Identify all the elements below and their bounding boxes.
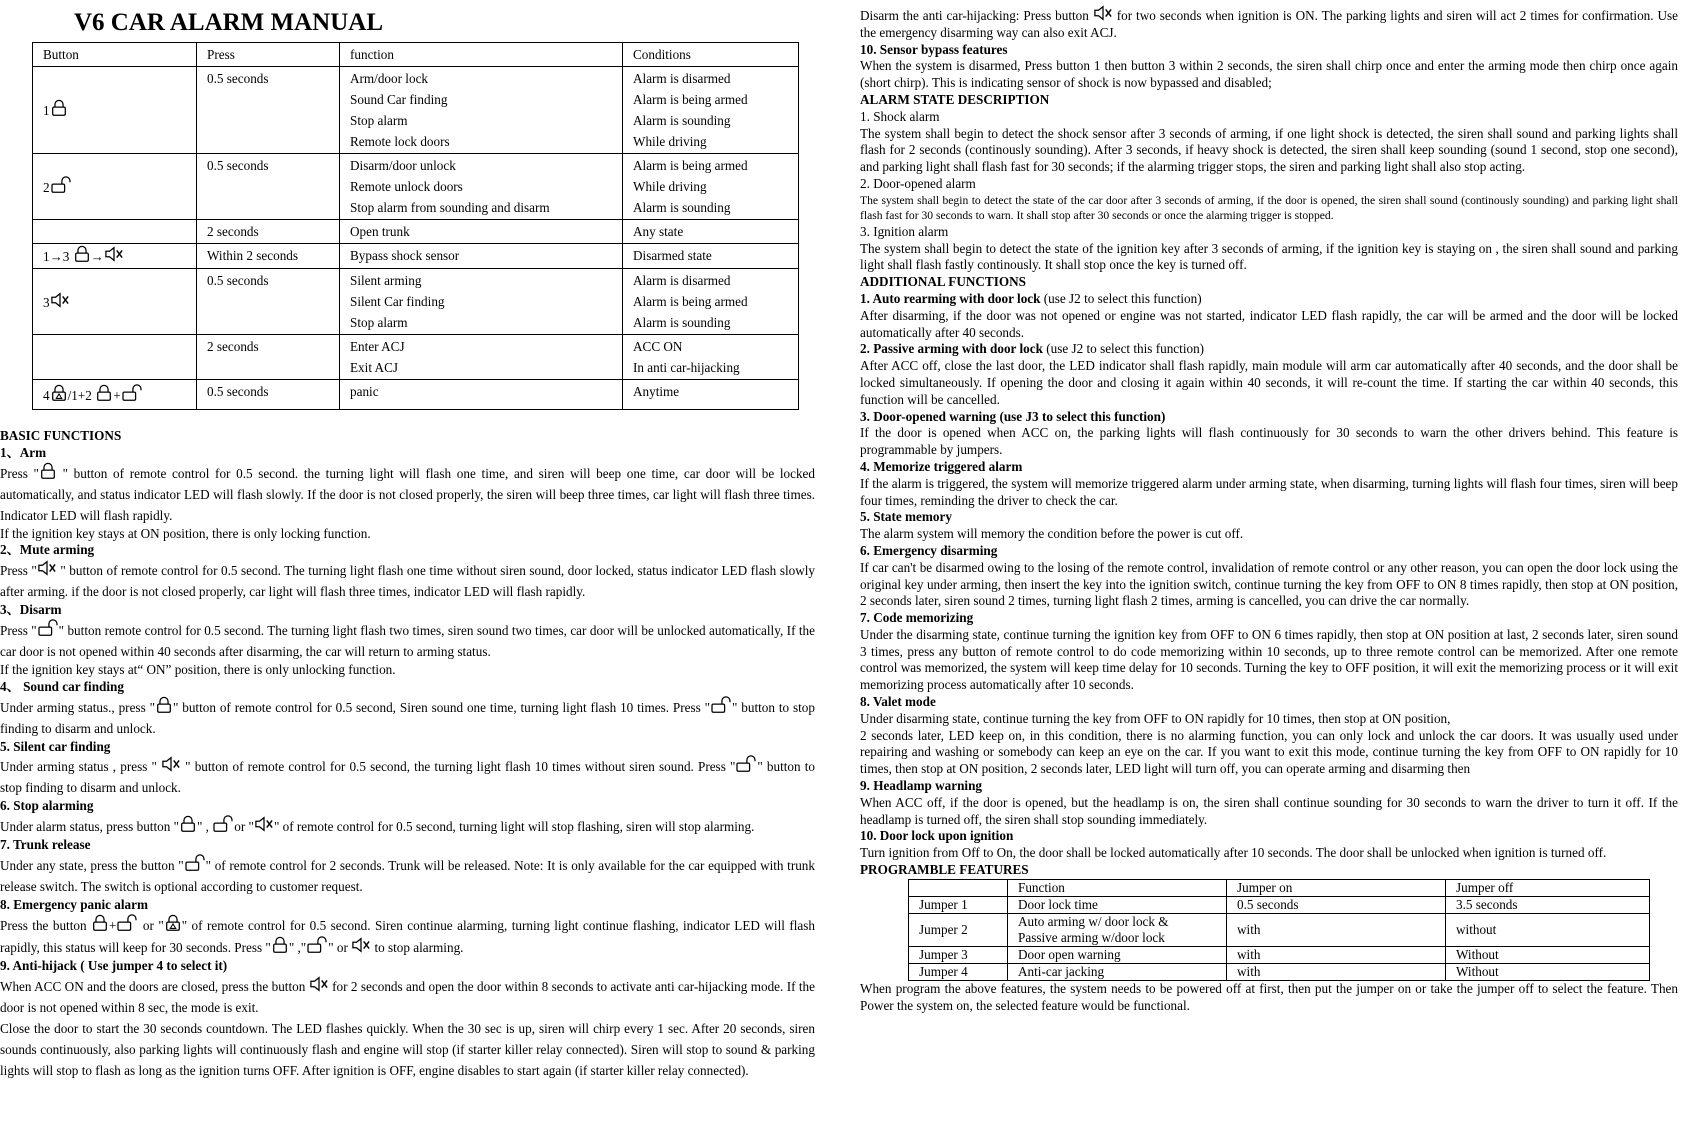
lock-icon: [91, 914, 109, 932]
button-cell: 4 /1+2 +: [33, 380, 197, 410]
shock-text: The system shall begin to detect the shock sensor after 3 seconds of arming, if one light shock is detected, the siren shall sound and parking lights shall flash for 2 seconds (continously sounding). After 3 seconds, if heavy shock is detected, the siren shall keep sounding (sound 1 second, stop one second), and parking light shall flash fast for 30 seconds; if the alarming trigger stops, the siren and parking light shall also stop acting.: [860, 125, 1678, 175]
function-cell: Arm/door lock Sound Car finding Stop alarm Remote lock doors: [340, 67, 623, 154]
trunk-text: Under any state, press the button " " of remote control for 2 seconds. Trunk will be released. Note: It is only available for the car equipped with trunk release switch. The switch is optional according to customer request.: [0, 854, 815, 897]
press-cell: 0.5 seconds: [197, 154, 340, 220]
sound-title: 4、 Sound car finding: [0, 678, 124, 694]
press-cell: 2 seconds: [197, 335, 340, 380]
f10-text: Turn ignition from Off to On, the door shall be locked automatically after 10 seconds. The door shall be unlocked when ignition is turned off.: [860, 845, 1607, 861]
table-row: [909, 896, 1650, 913]
f3-text: If the door is opened when ACC on, the parking lights will flash continuously for 30 seconds to warn the other drivers behind. This feature is programmable by jumpers.: [860, 425, 1678, 458]
unlock-icon: [306, 936, 328, 954]
ignition-text: The system shall begin to detect the state of the ignition key after 3 seconds of arming, if the ignition key is staying on , the siren shall sound and parking light shall flash fastly continously. It shall stop once the key is turned off.: [860, 240, 1678, 273]
condition-cell: Alarm is disarmed Alarm is being armed Alarm is sounding: [623, 269, 799, 335]
ignition-title: 3. Ignition alarm: [860, 223, 949, 239]
silent-title: 5. Silent car finding: [0, 738, 111, 754]
panic-icon: [50, 384, 68, 402]
mute-icon: [50, 291, 70, 309]
table-cell: Jumper 2: [909, 913, 1008, 946]
condition-cell: ACC ON In anti car-hijacking: [623, 335, 799, 380]
table-cell: Without: [1446, 946, 1650, 963]
hijack-title: 9. Anti-hijack ( Use jumper 4 to select it): [0, 957, 228, 973]
mute-text: Press " " button of remote control for 0.5 second. The turning light flash one time without siren sound, door locked, status indicator LED flash slowly after arming. if the door is not closed properly, car light will flash three times, indicator LED will flash rapidly.: [0, 559, 815, 602]
unlock-icon: [710, 696, 732, 714]
door-title: 2. Door-opened alarm: [860, 175, 976, 191]
f7-title: 7. Code memorizing: [860, 610, 974, 626]
mute-icon: [1093, 4, 1113, 22]
f6-title: 6. Emergency disarming: [860, 542, 998, 558]
state-heading: ALARM STATE DESCRIPTION: [860, 91, 1050, 107]
table-cell: Auto arming w/ door lock & Passive arming w/door lock: [1008, 913, 1227, 946]
function-cell: Open trunk: [340, 220, 623, 244]
press-cell: Within 2 seconds: [197, 244, 340, 269]
additional-heading: ADDITIONAL FUNCTIONS: [860, 274, 1026, 290]
lock-icon: [73, 245, 91, 263]
disarm-text: Press " " button remote control for 0.5 second. The turning light flash two times, siren sound two times, car door will be unlocked automatically, If the car door is not opened within 40 seconds after disarming, the car will return to arming status.: [0, 619, 815, 662]
table-header-row: [33, 43, 799, 67]
lock-icon: [39, 462, 57, 480]
unlock-icon: [735, 755, 757, 773]
function-cell: Bypass shock sensor: [340, 244, 623, 269]
hijack-text-2: Close the door to start the 30 seconds countdown. The LED flashes quickly. When the 30 sec is up, siren will chirp every 1 sec. After 20 seconds, siren sounds continuously, also parking lights will continuously flash and engine will stop (if starter killer relay connected). Siren will stop to sound & parking lights will stop to flash as long as the ignition turns OFF. After ignition is OFF, engine disables to start again (if starter killer relay connected).: [0, 1020, 815, 1078]
table-cell: without: [1446, 913, 1650, 946]
table-row: [909, 913, 1650, 946]
silent-text: Under arming status , press " " button of remote control for 0.5 second, the turning light flash 10 times without siren sound. Press " " button to stop finding to disarm and unlock.: [0, 755, 815, 798]
table-cell: with: [1227, 963, 1446, 980]
sensor-text: When the system is disarmed, Press button 1 then button 3 within 2 seconds, the siren shall chirp once and enter the arming mode then chirp once again (short chirp). This is indicating sensor of shock is now bypassed and disabled;: [860, 58, 1678, 91]
function-cell: Enter ACJ Exit ACJ: [340, 335, 623, 380]
plus-sign: +: [113, 387, 121, 403]
disarm-note: If the ignition key stays at“ ON” position, there is only unlocking function.: [0, 661, 396, 677]
unlock-icon: [212, 815, 234, 833]
mute-icon: [309, 975, 329, 993]
mute-title: 2、Mute arming: [0, 542, 95, 558]
unlock-icon: [116, 914, 138, 932]
f9-text: When ACC off, if the door is opened, but the headlamp is on, the siren shall continue sounding for 30 seconds to warn the driver to turn it off. If the headlamp is turned off, the siren shall stop sounding immediately.: [860, 794, 1678, 827]
header-cell: Function: [1008, 879, 1227, 896]
f5-text: The alarm system will memory the condition before the power is cut off.: [860, 526, 1244, 542]
mute-icon: [37, 559, 57, 577]
condition-cell: Any state: [623, 220, 799, 244]
table-cell: Door lock time: [1008, 896, 1227, 913]
button-table: [32, 42, 799, 410]
press-cell: 2 seconds: [197, 220, 340, 244]
table-cell: Without: [1446, 963, 1650, 980]
condition-cell: Disarmed state: [623, 244, 799, 269]
f7-text: Under the disarming state, continue turning the ignition key from OFF to ON 6 times rapidly, then stop at ON position at last, 2 seconds later, siren sound 3 times, press any button of remote control to do code memorizing within 10 seconds, up to three remote control can be memorized. After one remote control was memorized, the system will keep time delay for 10 seconds. Turning the key to OFF position, it will exit the memorizing process or it will exit memorizing process automatically after 10 seconds.: [860, 626, 1678, 693]
header-cell: function: [340, 43, 623, 67]
press-cell: 0.5 seconds: [197, 380, 340, 410]
function-cell: Disarm/door unlock Remote unlock doors Stop alarm from sounding and disarm: [340, 154, 623, 220]
header-cell: Press: [197, 43, 340, 67]
header-cell: [909, 879, 1008, 896]
lock-icon: [50, 99, 68, 117]
panic-icon: [164, 914, 182, 932]
f10-title: 10. Door lock upon ignition: [860, 828, 1014, 844]
table-cell: Jumper 4: [909, 963, 1008, 980]
f8-text-1: Under disarming state, continue turning the key from OFF to ON rapidly for 10 times, then stop at ON position,: [860, 710, 1451, 726]
button-cell: 2: [33, 154, 197, 220]
table-row: [33, 154, 799, 220]
basic-functions-heading: BASIC FUNCTIONS: [0, 428, 122, 443]
table-cell: with: [1227, 913, 1446, 946]
hijack-text: When ACC ON and the doors are closed, press the button for 2 seconds and open the door within 8 seconds to activate anti car-hijacking mode. If the door is not opened within 8 sec, the mode is exit.: [0, 975, 815, 1018]
header-cell: Jumper off: [1446, 879, 1650, 896]
press-cell: 0.5 seconds: [197, 67, 340, 154]
f8-title: 8. Valet mode: [860, 694, 936, 710]
arrow-icon: →: [90, 249, 104, 264]
stop-text: Under alarm status, press button " " , or " " of remote control for 0.5 second, turning light will stop flashing, siren will stop alarming.: [0, 815, 815, 837]
f3-title: 3. Door-opened warning (use J3 to select this function): [860, 408, 1166, 424]
disarm-title: 3、Disarm: [0, 602, 62, 618]
function-cell: panic: [340, 380, 623, 410]
f1-text: After disarming, if the door was not opened or engine was not started, indicator LED flash rapidly, the car will be armed and the door will be locked automatically after 40 seconds.: [860, 307, 1678, 340]
sensor-title: 10. Sensor bypass features: [860, 41, 1008, 57]
shock-title: 1. Shock alarm: [860, 108, 940, 124]
right-column: [860, 4, 1678, 1014]
table-cell: with: [1227, 946, 1446, 963]
button-cell: 1: [33, 67, 197, 154]
f2-text: After ACC off, close the last door, the LED indicator shall flash rapidly, main module will arm car automatically after 40 seconds, and the door shall be locked simultaneously. If opening the door and closing it again within 40 seconds, it will re-count the time. If starting the car within 40 seconds, this function will be cancelled.: [860, 358, 1678, 407]
condition-cell: Anytime: [623, 380, 799, 410]
arm-text: Press " " button of remote control for 0.5 second. the turning light will flash one time, and siren will beep one time, car door will be locked automatically, and status indicator LED will flash slowly. If the door is not closed properly, the siren will beep three times, car light will flash three times. Indicator LED will flash rapidly.: [0, 462, 815, 526]
table-cell: 0.5 seconds: [1227, 896, 1446, 913]
f8-text-2: 2 seconds later, LED keep on, in this condition, there is no alarming function, you can only lock and unlock the car doors. It was usually used under repairing and washing or somebody can keep an eye on the car. If you want to exit this mode, continue turning the key from OFF to ON rapidly for 10 times, then stop at ON position, 2 seconds later, LED light will turn off, you can operate arming and disarming then: [860, 727, 1678, 777]
button-cell: [33, 335, 197, 380]
panic-title: 8. Emergency panic alarm: [0, 896, 148, 912]
sound-text: Under arming status., press " " button of remote control for 0.5 second, Siren sound one time, turning light flash 10 times. Press " " button to stop finding to disarm and unlock.: [0, 696, 815, 739]
disarm-hijack-text: Disarm the anti car-hijacking: Press button for two seconds when ignition is ON. The parking lights and siren will act 2 times for confirmation. Use the emergency disarming way can also exit ACJ.: [860, 4, 1678, 42]
f6-text: If car can't be disarmed owing to the losing of the remote control, invalidation of remote control or any other reason, you can open the door lock using the original key under arming, then insert the key into the ignition switch, continue turning the key from OFF to ON 8 times rapidly, then stop at ON position, 2 seconds later, siren sound 2 times, turning light flash 2 times, arming is cancelled, you can drive the car normally.: [860, 559, 1678, 609]
header-cell: Button: [33, 43, 197, 67]
table-cell: 3.5 seconds: [1446, 896, 1650, 913]
function-cell: Silent arming Silent Car finding Stop alarm: [340, 269, 623, 335]
f2-title: 2. Passive arming with door lock (use J2 to select this function): [860, 341, 1205, 357]
f4-title: 4. Memorize triggered alarm: [860, 458, 1023, 474]
panic-text: Press the button + or " " of remote control for 0.5 second. Siren continue alarming, turning light continue flashing, indicator LED will flash rapidly, this status will keep for 30 seconds. Press " " ," " or to stop alarming.: [0, 914, 815, 958]
table-row: [33, 244, 799, 269]
f1-title: 1. Auto rearming with door lock (use J2 to select this function): [860, 290, 1202, 306]
table-cell: Jumper 1: [909, 896, 1008, 913]
final-note: When program the above features, the system needs to be powered off at first, then put the jumper on or take the jumper off to select the feature. Then Power the system on, the selected feature would be functional.: [860, 980, 1678, 1013]
arm-note: If the ignition key stays at ON position, there is only locking function.: [0, 525, 371, 541]
f9-title: 9. Headlamp warning: [860, 778, 982, 794]
header-cell: Jumper on: [1227, 879, 1446, 896]
jumper-table: [908, 879, 1650, 981]
table-row: [33, 380, 799, 410]
f5-title: 5. State memory: [860, 509, 952, 525]
unlock-icon: [184, 854, 206, 872]
page-title: V6 CAR ALARM MANUAL: [74, 9, 384, 36]
table-row: [33, 269, 799, 335]
mute-icon: [254, 815, 274, 833]
left-column: [0, 0, 815, 1081]
arm-title: 1、Arm: [0, 444, 47, 460]
table-cell: Anti-car jacking: [1008, 963, 1227, 980]
table-row: [33, 67, 799, 154]
header-cell: Conditions: [623, 43, 799, 67]
table-cell: Jumper 3: [909, 946, 1008, 963]
lock-icon: [179, 815, 197, 833]
table-row: [33, 335, 799, 380]
press-cell: 0.5 seconds: [197, 269, 340, 335]
programmable-heading: PROGRAMBLE FEATURES: [860, 862, 1029, 878]
mute-icon: [161, 755, 181, 773]
table-cell: Door open warning: [1008, 946, 1227, 963]
f4-text: If the alarm is triggered, the system will memorize triggered alarm under arming state, when disarming, turning lights will flash four times, siren will beep four times, reminding the driver to check the car.: [860, 475, 1678, 508]
table-row: [909, 946, 1650, 963]
unlock-icon: [121, 384, 143, 402]
button-cell: [33, 220, 197, 244]
unlock-icon: [50, 176, 72, 194]
stop-title: 6. Stop alarming: [0, 798, 94, 814]
button-cell: 1→3 →: [33, 244, 197, 269]
door-text: The system shall begin to detect the state of the car door after 3 seconds of arming, if the door is opened, the siren shall sound (continously sounding) and parking light shall flash fast for 30 seconds to warn. It shall stop after 30 seconds or once the alarming trigger is stopped.: [860, 193, 1678, 223]
lock-icon: [155, 696, 173, 714]
unlock-icon: [37, 619, 59, 637]
table-row: [33, 220, 799, 244]
mute-icon: [104, 245, 124, 263]
trunk-title: 7. Trunk release: [0, 837, 91, 853]
table-row: [909, 963, 1650, 980]
condition-cell: Alarm is disarmed Alarm is being armed Alarm is sounding While driving: [623, 67, 799, 154]
button-cell: 3: [33, 269, 197, 335]
mute-icon: [351, 936, 371, 954]
condition-cell: Alarm is being armed While driving Alarm is sounding: [623, 154, 799, 220]
lock-icon: [95, 384, 113, 402]
lock-icon: [271, 936, 289, 954]
table-header-row: [909, 879, 1650, 896]
